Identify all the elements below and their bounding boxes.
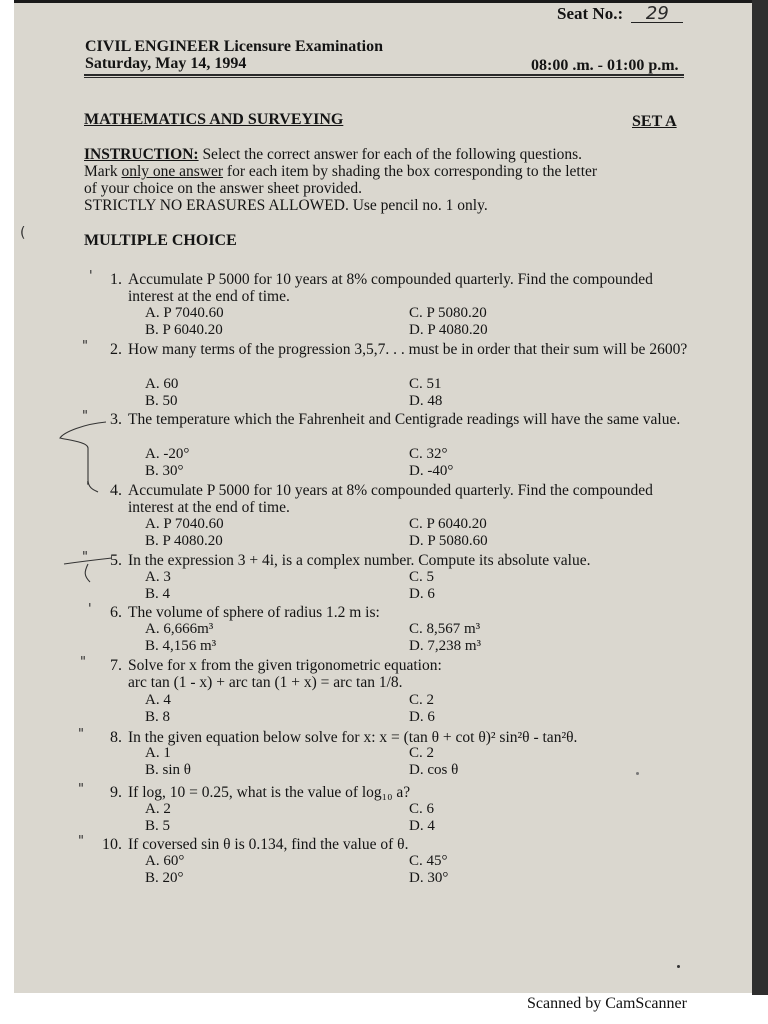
handwritten-tick: " (78, 834, 84, 849)
answer-option: B. P 6040.20 (145, 322, 223, 338)
seat-label: Seat No.: (557, 4, 624, 23)
question-text: Solve for x from the given trigonometric equation: (128, 657, 442, 674)
answer-option: C. P 6040.20 (409, 516, 487, 532)
question-text: Accumulate P 5000 for 10 years at 8% compounded quarterly. Find the compounded interest at the end of time. (128, 482, 653, 516)
answer-option: C. 2 (409, 692, 435, 708)
handwritten-tick: " (82, 339, 88, 354)
answer-option: C. P 5080.20 (409, 305, 487, 321)
question-number: 7. (110, 657, 122, 674)
answer-option: D. cos θ (409, 762, 459, 778)
question-number: 8. (110, 729, 122, 746)
seat-number (557, 4, 683, 24)
question-text: The volume of sphere of radius 1.2 m is: (128, 604, 380, 621)
header-rule (84, 74, 684, 76)
instruction-line1: Select the correct answer for each of the following questions. (198, 146, 583, 163)
answer-option: C. 5 (409, 569, 435, 585)
answer-option: D. 6 (409, 586, 435, 602)
answer-option: A. P 7040.60 (145, 516, 224, 532)
handwritten-tick: " (78, 782, 84, 797)
camscanner-watermark: Scanned by CamScanner (527, 995, 687, 1012)
answer-option: C. 32° (409, 446, 448, 462)
instruction-emphasis: only one answer (121, 163, 224, 180)
answer-option: A. 60° (145, 853, 185, 869)
answer-option: B. 50 (145, 393, 178, 409)
answer-option: B. sin θ (145, 762, 191, 778)
question-text: In the given equation below solve for x: x = (tan θ + cot θ)² sin²θ - tan²θ. (128, 729, 578, 746)
answer-option: C. 6 (409, 801, 435, 817)
answer-option: B. 20° (145, 870, 184, 886)
answer-option: A. 60 (145, 376, 179, 392)
question-text: The temperature which the Fahrenheit and Centigrade readings will have the same value. (128, 411, 681, 428)
set-label: SET A (632, 113, 677, 130)
answer-option: A. -20° (145, 446, 190, 462)
handwritten-tick: ' (89, 269, 93, 284)
answer-option: A. 1 (145, 745, 171, 761)
pen-bracket-mark (54, 418, 114, 588)
instruction-line2-post: for each item by shading the box corresponding to the letter (223, 163, 598, 180)
answer-option: D. 48 (409, 393, 443, 409)
answer-option: A. 6,666m³ (145, 621, 214, 637)
question-text: In the expression 3 + 4i, is a complex number. Compute its absolute value. (128, 552, 591, 569)
question-number: 1. (110, 271, 122, 288)
scan-speck (677, 965, 680, 968)
question-number: 9. (110, 784, 122, 801)
handwritten-tick: ' (86, 480, 90, 495)
answer-option: C. 45° (409, 853, 448, 869)
answer-option: D. P 5080.60 (409, 533, 488, 549)
question-number: 2. (110, 341, 122, 358)
answer-option: C. 8,567 m³ (409, 621, 481, 637)
question-text: Accumulate P 5000 for 10 years at 8% compounded quarterly. Find the compounded interest at the end of time. (128, 271, 653, 305)
answer-option: B. 30° (145, 463, 184, 479)
instruction-label: INSTRUCTION: (84, 146, 199, 163)
question-number: 5. (110, 552, 122, 569)
answer-option: B. 4 (145, 586, 171, 602)
answer-option: A. 4 (145, 692, 171, 708)
scan-speck (636, 772, 639, 775)
question-text: If coversed sin θ is 0.134, find the value of θ. (128, 836, 409, 853)
answer-option: B. 8 (145, 709, 171, 725)
handwritten-tick: " (80, 655, 86, 670)
exam-time: 08:00 .m. - 01:00 p.m. (531, 57, 679, 74)
answer-option: A. 2 (145, 801, 171, 817)
answer-option: D. P 4080.20 (409, 322, 488, 338)
answer-option: D. 30° (409, 870, 449, 886)
margin-pen-mark: ( (20, 225, 26, 241)
subject-title: MATHEMATICS AND SURVEYING (84, 111, 344, 128)
answer-option: A. P 7040.60 (145, 305, 224, 321)
answer-option: C. 2 (409, 745, 435, 761)
instructions (84, 146, 684, 214)
instruction-line3: of your choice on the answer sheet provided. (84, 180, 363, 197)
question-number: 4. (110, 482, 122, 499)
question-equation: arc tan (1 - x) + arc tan (1 + x) = arc tan 1/8. (128, 674, 403, 691)
handwritten-tick: " (82, 550, 88, 565)
handwritten-tick: " (82, 409, 88, 424)
scan-background-edge (752, 0, 768, 995)
exam-title: CIVIL ENGINEER Licensure Examination (85, 38, 383, 55)
answer-option: D. 4 (409, 818, 435, 834)
answer-option: B. 5 (145, 818, 171, 834)
answer-option: D. 7,238 m³ (409, 638, 481, 654)
answer-option: D. 6 (409, 709, 435, 725)
handwritten-tick: " (78, 727, 84, 742)
answer-option: B. P 4080.20 (145, 533, 223, 549)
answer-option: B. 4,156 m³ (145, 638, 217, 654)
section-title: MULTIPLE CHOICE (84, 232, 237, 249)
question-text: If log, 10 = 0.25, what is the value of log₁₀ a? (128, 784, 411, 801)
question-number: 6. (110, 604, 122, 621)
answer-option: A. 3 (145, 569, 171, 585)
seat-value: 29 (631, 5, 683, 23)
question-number: 3. (110, 411, 122, 428)
answer-option: D. -40° (409, 463, 454, 479)
exam-date: Saturday, May 14, 1994 (85, 55, 247, 72)
instruction-line2-pre: Mark (84, 163, 122, 180)
handwritten-tick: ' (88, 602, 92, 617)
answer-option: C. 51 (409, 376, 442, 392)
exam-sheet (14, 0, 752, 993)
instruction-line4: STRICTLY NO ERASURES ALLOWED. Use pencil no. 1 only. (84, 197, 488, 214)
question-number: 10. (102, 836, 122, 853)
top-rule (14, 0, 752, 3)
header-rule-thin (84, 77, 684, 78)
question-text: How many terms of the progression 3,5,7. . . must be in order that their sum will be 2600? (128, 341, 688, 358)
